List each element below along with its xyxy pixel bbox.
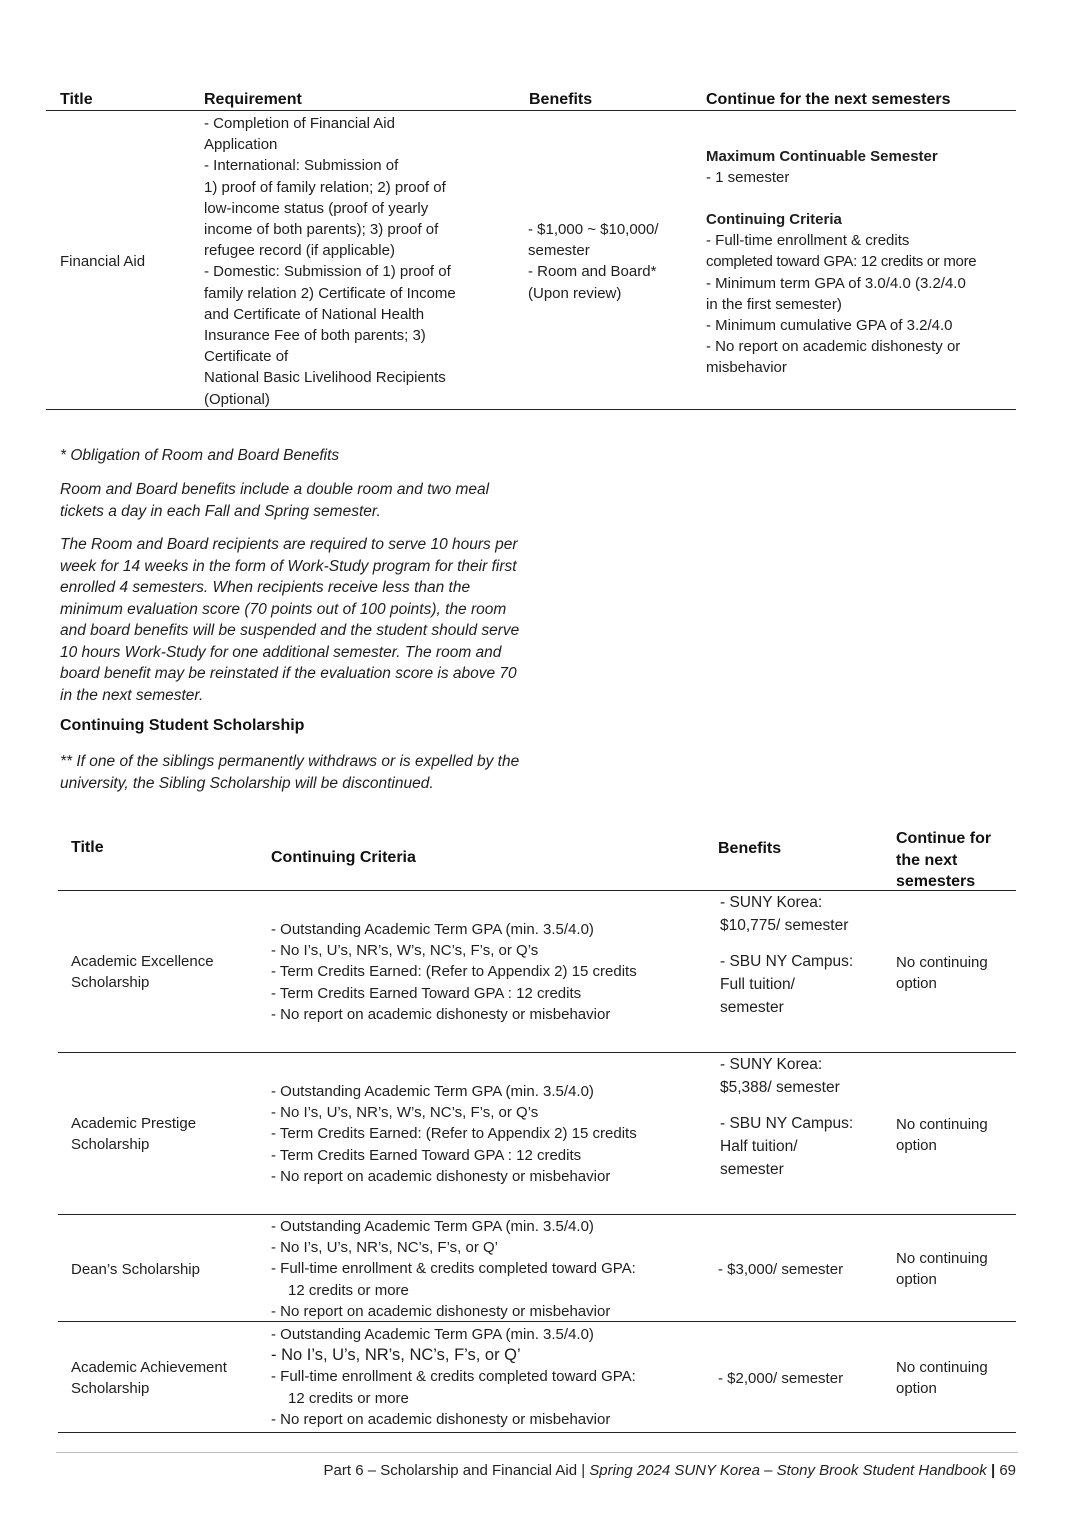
requirement-line: family relation 2) Certificate of Income: [204, 284, 456, 302]
row2-continue: [896, 1114, 988, 1156]
criteria-line: - Outstanding Academic Term GPA (min. 3.5/4.0): [271, 1218, 594, 1235]
criteria-line: - Full-time enrollment & credits completed toward GPA:: [271, 1260, 636, 1278]
criteria-line: - No I’s, U’s, NR’s, W’s, NC’s, F’s, or Q’s: [271, 1104, 539, 1122]
header-line: Continue for: [896, 830, 992, 847]
benefit-line: Half tuition/: [720, 1138, 798, 1155]
table2-header-continue: [896, 828, 991, 893]
requirement-line: - Domestic: Submission of 1) proof of: [204, 263, 451, 281]
criteria-line: - No report on academic dishonesty or misbehavior: [271, 1410, 611, 1428]
criteria-line: - No I’s, U’s, NR’s, NC’s, F’s, or Q’: [271, 1239, 498, 1257]
row4-criteria: [271, 1324, 711, 1430]
continue-line: No continuing: [896, 1116, 988, 1133]
requirement-line: and Certificate of National Health: [204, 305, 425, 323]
footer-separator-2: |: [990, 1462, 996, 1479]
row2-benefit-korea: [720, 1054, 840, 1099]
title-line: Academic Prestige: [71, 1115, 197, 1132]
requirement-line: low-income status (proof of yearly: [204, 199, 429, 217]
row3-criteria: [271, 1216, 711, 1322]
benefit-line: - SUNY Korea:: [720, 1056, 823, 1073]
title-line: Scholarship: [71, 974, 150, 992]
table1-continue-cell: [706, 146, 1011, 188]
table1-header-title: Title: [60, 91, 93, 108]
criteria-line: - Term Credits Earned: (Refer to Appendix 2) 15 credits: [271, 963, 637, 981]
benefit-line: semester: [720, 1161, 784, 1178]
max-semester-title: Maximum Continuable Semester: [706, 148, 938, 165]
criteria-line: - No report on academic dishonesty or misbehavior: [271, 1302, 611, 1320]
benefit-line: - Room and Board*: [528, 263, 657, 281]
requirement-line: income of both parents); 3) proof of: [204, 221, 439, 239]
benefit-line: $5,388/ semester: [720, 1078, 840, 1096]
requirement-line: 1) proof of family relation; 2) proof of: [204, 178, 446, 196]
benefit-line: Full tuition/: [720, 976, 795, 993]
table2-bottom-rule: [58, 1432, 1016, 1433]
row1-title: [71, 951, 214, 993]
header-line: the next: [896, 851, 958, 869]
requirement-line: - Completion of Financial Aid: [204, 115, 395, 132]
criteria-line: - No report on academic dishonesty or misbehavior: [271, 1167, 611, 1185]
row1-continue: [896, 952, 988, 994]
table1-header-continue: Continue for the next semesters: [706, 91, 951, 108]
title-line: Dean’s Scholarship: [71, 1261, 200, 1278]
benefit-line: $10,775/ semester: [720, 916, 849, 934]
footer-separator: |: [581, 1462, 586, 1479]
continue-line: No continuing: [896, 954, 988, 971]
row4-benefit: - $2,000/ semester: [718, 1370, 844, 1387]
footer-handbook: Spring 2024 SUNY Korea – Stony Brook Student Handbook: [589, 1462, 987, 1479]
row2-criteria: [271, 1081, 711, 1187]
benefit-line: - $1,000 ~ $10,000/: [528, 221, 659, 238]
continue-line: No continuing: [896, 1250, 988, 1267]
table2-header-criteria: Continuing Criteria: [271, 849, 416, 866]
criteria-line: - Outstanding Academic Term GPA (min. 3.5/4.0): [271, 921, 594, 938]
criteria-line: - No report on academic dishonesty or: [706, 338, 961, 356]
continue-line: option: [896, 975, 937, 993]
criteria-line: - Outstanding Academic Term GPA (min. 3.5/4.0): [271, 1083, 594, 1100]
max-semester-value: - 1 semester: [706, 169, 790, 187]
title-line: Academic Achievement: [71, 1359, 227, 1376]
criteria-line: - No I’s, U’s, NR’s, W’s, NC’s, F’s, or Q’s: [271, 942, 539, 960]
criteria-line: misbehavior: [706, 359, 787, 377]
page-footer: [324, 1462, 1016, 1479]
room-board-paragraph: Room and Board benefits include a double room and two meal tickets a day in each Fall and Spring semester.: [60, 481, 490, 520]
criteria-line: in the first semester): [706, 295, 842, 313]
row1-benefit-ny: [720, 950, 853, 1019]
continue-line: option: [896, 1137, 937, 1155]
benefit-line: semester: [528, 242, 590, 260]
requirement-line: Application: [204, 136, 278, 154]
criteria-line: - Minimum cumulative GPA of 3.2/4.0: [706, 317, 953, 335]
requirement-line: Insurance Fee of both parents; 3): [204, 327, 426, 345]
criteria-line: - Term Credits Earned: (Refer to Appendix 2) 15 credits: [271, 1125, 637, 1143]
table2-header-rule: [58, 890, 1016, 891]
table1-header-requirement: Requirement: [204, 91, 302, 108]
section-title: Continuing Student Scholarship: [60, 717, 305, 734]
table1-benefits-cell: [528, 219, 698, 304]
criteria-line: 12 credits or more: [288, 1281, 409, 1299]
title-line: Academic Excellence: [71, 953, 214, 970]
table1-criteria-cell: [706, 209, 1011, 379]
criteria-line: - Full-time enrollment & credits completed toward GPA:: [271, 1368, 636, 1386]
requirement-line: National Basic Livelihood Recipients: [204, 369, 446, 387]
row1-rule: [58, 1052, 1016, 1053]
row2-title: [71, 1113, 196, 1155]
row3-benefit: - $3,000/ semester: [718, 1261, 844, 1278]
criteria-line: 12 credits or more: [288, 1389, 409, 1407]
criteria-line: - Outstanding Academic Term GPA (min. 3.5/4.0): [271, 1326, 594, 1343]
criteria-line: completed toward GPA: 12 credits or more: [706, 253, 977, 271]
requirement-line: Certificate of: [204, 348, 289, 366]
continue-line: option: [896, 1271, 937, 1289]
table1-header-benefits: Benefits: [529, 91, 593, 108]
benefit-line: semester: [720, 999, 784, 1016]
criteria-line: - Term Credits Earned Toward GPA : 12 credits: [271, 984, 582, 1002]
row3-title: [71, 1259, 200, 1280]
page-number: 69: [999, 1462, 1016, 1479]
table2-header-benefits: Benefits: [718, 840, 782, 857]
title-line: Scholarship: [71, 1136, 150, 1154]
benefit-line: (Upon review): [528, 284, 622, 302]
benefit-line: - SBU NY Campus:: [720, 1115, 854, 1132]
requirement-line: (Optional): [204, 390, 270, 408]
criteria-line: - No I’s, U’s, NR’s, NC’s, F’s, or Q’: [271, 1346, 521, 1365]
footer-rule: [56, 1452, 1018, 1453]
benefit-line: - SBU NY Campus:: [720, 953, 854, 970]
table1-bottom-rule: [46, 409, 1016, 410]
row4-title: [71, 1357, 227, 1399]
sibling-note: ** If one of the siblings permanently withdraws or is expelled by the university, the Sibling Scholarship will be discontinued.: [60, 753, 520, 792]
table1-row-title: Financial Aid: [60, 253, 146, 270]
table1-requirement-cell: [204, 113, 524, 410]
criteria-line: - Term Credits Earned Toward GPA : 12 credits: [271, 1146, 582, 1164]
table1-header-rule: [46, 110, 1016, 111]
row1-criteria: [271, 919, 711, 1025]
criteria-title: Continuing Criteria: [706, 211, 842, 228]
row1-benefit-korea: [720, 892, 848, 937]
work-study-paragraph: The Room and Board recipients are required to serve 10 hours per week for 14 weeks in the form of Work-Study program for their first enrolled 4 semesters. When recipients receive less than the minimum evaluation score (70 points out of 100 points), the room and board benefits will be suspended and the student should serve 10 hours Work-Study for one additional semester. The room and board benefit may be reinstated if the evaluation score is above 70 in the next semester.: [60, 536, 520, 704]
row2-rule: [58, 1214, 1016, 1215]
criteria-line: - Minimum term GPA of 3.0/4.0 (3.2/4.0: [706, 274, 966, 292]
obligation-title: * Obligation of Room and Board Benefits: [60, 447, 340, 464]
table2-header-title: Title: [71, 839, 104, 856]
criteria-line: - Full-time enrollment & credits: [706, 232, 910, 250]
row3-rule: [58, 1321, 1016, 1322]
row4-continue: [896, 1357, 988, 1399]
row2-benefit-ny: [720, 1112, 853, 1181]
row3-continue: [896, 1248, 988, 1290]
continue-line: No continuing: [896, 1359, 988, 1376]
continue-line: option: [896, 1380, 937, 1398]
criteria-line: - No report on academic dishonesty or misbehavior: [271, 1005, 611, 1023]
header-line: semesters: [896, 873, 976, 890]
title-line: Scholarship: [71, 1380, 150, 1398]
benefit-line: - SUNY Korea:: [720, 894, 823, 911]
footer-part: Part 6 – Scholarship and Financial Aid: [323, 1462, 578, 1479]
requirement-line: - International: Submission of: [204, 157, 399, 175]
requirement-line: refugee record (if applicable): [204, 242, 395, 260]
